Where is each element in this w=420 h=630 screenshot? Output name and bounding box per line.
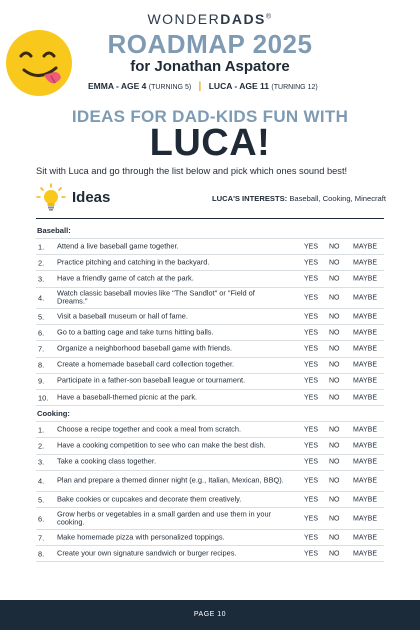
- maybe-option[interactable]: MAYBE: [353, 534, 377, 542]
- brand-logo: WONDERDADS®: [147, 11, 273, 27]
- item-number: 8.: [38, 549, 45, 559]
- page-subtitle: for Jonathan Aspatore: [130, 58, 290, 75]
- ideas-table: [36, 223, 384, 562]
- maybe-option[interactable]: MAYBE: [353, 329, 377, 337]
- table-row: [36, 438, 384, 454]
- lightbulb-icon: [36, 183, 66, 213]
- no-option[interactable]: NO: [329, 394, 340, 402]
- kid1-age: EMMA - AGE 4: [88, 81, 147, 91]
- item-text: Create your own signature sandwich or burger recipes.: [57, 548, 237, 558]
- instructions-text: Sit with Luca and go through the list below and pick which ones sound best!: [36, 166, 348, 176]
- yes-option[interactable]: YES: [304, 394, 319, 402]
- ideas-header: [36, 183, 386, 215]
- item-text: Have a baseball-themed picnic at the park.: [57, 392, 198, 402]
- table-row: [36, 390, 384, 406]
- table-row: [36, 255, 384, 271]
- kids-ages: [88, 81, 318, 92]
- page-number: PAGE 10: [193, 611, 227, 618]
- no-option[interactable]: NO: [329, 477, 340, 485]
- yes-option[interactable]: YES: [304, 345, 319, 353]
- interests-value: Baseball, Cooking, Minecraft: [289, 194, 386, 203]
- item-number: 4.: [38, 293, 45, 303]
- section-heading: IDEAS FOR DAD-KIDS FUN WITH: [71, 107, 349, 126]
- item-number: 6.: [38, 514, 45, 524]
- yes-option[interactable]: YES: [304, 515, 319, 523]
- table-row: [36, 546, 384, 562]
- item-text: Participate in a father-son baseball league or tournament.: [57, 376, 246, 386]
- table-row: [36, 530, 384, 546]
- item-number: 3.: [38, 457, 45, 467]
- item-text: Have a friendly game of catch at the park.: [57, 273, 194, 283]
- table-row: [36, 271, 384, 287]
- maybe-option[interactable]: MAYBE: [353, 477, 377, 485]
- maybe-option[interactable]: MAYBE: [353, 345, 377, 353]
- table-row: [36, 508, 384, 530]
- no-option[interactable]: NO: [329, 259, 340, 267]
- table-row: [36, 341, 384, 357]
- maybe-option[interactable]: MAYBE: [353, 259, 377, 267]
- item-number: 2.: [38, 441, 45, 451]
- item-text: Plan and prepare a themed dinner night (e.g., Italian, Mexican, BBQ).: [57, 475, 284, 485]
- yes-option[interactable]: YES: [304, 550, 319, 558]
- maybe-option[interactable]: MAYBE: [353, 243, 377, 251]
- yes-option[interactable]: YES: [304, 313, 319, 321]
- yes-option[interactable]: YES: [304, 294, 319, 302]
- table-row: [36, 358, 384, 374]
- yes-option[interactable]: YES: [304, 442, 319, 450]
- item-text: Create a homemade baseball card collection together.: [57, 359, 235, 369]
- yes-option[interactable]: YES: [304, 275, 319, 283]
- no-option[interactable]: NO: [329, 294, 340, 302]
- item-text: Make homemade pizza with personalized toppings.: [57, 532, 225, 542]
- page-title: ROADMAP 2025: [107, 29, 313, 59]
- no-option[interactable]: NO: [329, 361, 340, 369]
- kid2-turning: (TURNING 12): [271, 84, 318, 91]
- no-option[interactable]: NO: [329, 426, 340, 434]
- yes-option[interactable]: YES: [304, 329, 319, 337]
- no-option[interactable]: NO: [329, 515, 340, 523]
- table-row: [36, 309, 384, 325]
- section-title: Cooking:: [36, 406, 384, 422]
- maybe-option[interactable]: MAYBE: [353, 496, 377, 504]
- maybe-option[interactable]: MAYBE: [353, 294, 377, 302]
- item-number: 2.: [38, 258, 45, 268]
- yes-option[interactable]: YES: [304, 458, 319, 466]
- item-number: 4.: [38, 476, 45, 486]
- yes-option[interactable]: YES: [304, 361, 319, 369]
- item-text: Attend a live baseball game together.: [57, 241, 179, 251]
- table-row: [36, 471, 384, 493]
- interests-label: LUCA'S INTERESTS:: [211, 194, 288, 203]
- item-text: Choose a recipe together and cook a meal from scratch.: [57, 424, 242, 434]
- maybe-option[interactable]: MAYBE: [353, 275, 377, 283]
- table-row: [36, 288, 384, 310]
- no-option[interactable]: NO: [329, 275, 340, 283]
- no-option[interactable]: NO: [329, 458, 340, 466]
- kids-separator: |: [198, 81, 202, 92]
- item-text: Visit a baseball museum or hall of fame.: [57, 311, 188, 321]
- no-option[interactable]: NO: [329, 329, 340, 337]
- page-footer: [0, 600, 420, 630]
- yes-option[interactable]: YES: [304, 534, 319, 542]
- yes-option[interactable]: YES: [304, 496, 319, 504]
- item-number: 6.: [38, 328, 45, 338]
- no-option[interactable]: NO: [329, 313, 340, 321]
- maybe-option[interactable]: MAYBE: [353, 550, 377, 558]
- kid-name-heading: LUCA!: [149, 122, 271, 164]
- item-number: 5.: [38, 495, 45, 505]
- interests: [212, 194, 386, 203]
- ideas-label: Ideas: [72, 189, 111, 206]
- no-option[interactable]: NO: [329, 496, 340, 504]
- maybe-option[interactable]: MAYBE: [353, 394, 377, 402]
- maybe-option[interactable]: MAYBE: [353, 515, 377, 523]
- maybe-option[interactable]: MAYBE: [353, 313, 377, 321]
- yes-option[interactable]: YES: [304, 243, 319, 251]
- table-row: [36, 239, 384, 255]
- item-number: 7.: [38, 533, 45, 543]
- maybe-option[interactable]: MAYBE: [353, 458, 377, 466]
- item-number: 1.: [38, 425, 45, 435]
- kid1-turning: (TURNING 5): [148, 84, 192, 91]
- item-text: Watch classic baseball movies like "The Sandlot" or "Field of Dreams.": [57, 288, 255, 306]
- item-text: Grow herbs or vegetables in a small garden and use them in your cooking.: [57, 509, 272, 527]
- table-row: [36, 455, 384, 471]
- no-option[interactable]: NO: [329, 243, 340, 251]
- no-option[interactable]: NO: [329, 550, 340, 558]
- maybe-option[interactable]: MAYBE: [353, 361, 377, 369]
- section-title: Baseball:: [36, 223, 384, 239]
- page-header: [0, 0, 420, 100]
- item-number: 5.: [38, 312, 45, 322]
- item-number: 1.: [38, 242, 45, 252]
- no-option[interactable]: NO: [329, 345, 340, 353]
- divider: [36, 218, 384, 219]
- item-text: Bake cookies or cupcakes and decorate them creatively.: [57, 494, 242, 504]
- yes-option[interactable]: YES: [304, 377, 319, 385]
- maybe-option[interactable]: MAYBE: [353, 442, 377, 450]
- item-text: Go to a batting cage and take turns hitting balls.: [57, 327, 214, 337]
- item-number: 9.: [38, 376, 45, 386]
- maybe-option[interactable]: MAYBE: [353, 426, 377, 434]
- no-option[interactable]: NO: [329, 442, 340, 450]
- item-text: Organize a neighborhood baseball game with friends.: [57, 343, 233, 353]
- item-number: 8.: [38, 360, 45, 370]
- no-option[interactable]: NO: [329, 534, 340, 542]
- item-text: Practice pitching and catching in the backyard.: [57, 257, 210, 267]
- table-row: [36, 325, 384, 341]
- item-text: Have a cooking competition to see who can make the best dish.: [57, 440, 266, 450]
- yes-option[interactable]: YES: [304, 259, 319, 267]
- item-text: Take a cooking class together.: [57, 456, 157, 466]
- yes-option[interactable]: YES: [304, 426, 319, 434]
- table-row: [36, 492, 384, 508]
- kid2-age: LUCA - AGE 11: [208, 81, 270, 91]
- no-option[interactable]: NO: [329, 377, 340, 385]
- maybe-option[interactable]: MAYBE: [353, 377, 377, 385]
- item-number: 7.: [38, 344, 45, 354]
- yes-option[interactable]: YES: [304, 477, 319, 485]
- item-number: 3.: [38, 274, 45, 284]
- table-row: [36, 422, 384, 438]
- item-number: 10.: [38, 393, 49, 403]
- table-row: [36, 374, 384, 390]
